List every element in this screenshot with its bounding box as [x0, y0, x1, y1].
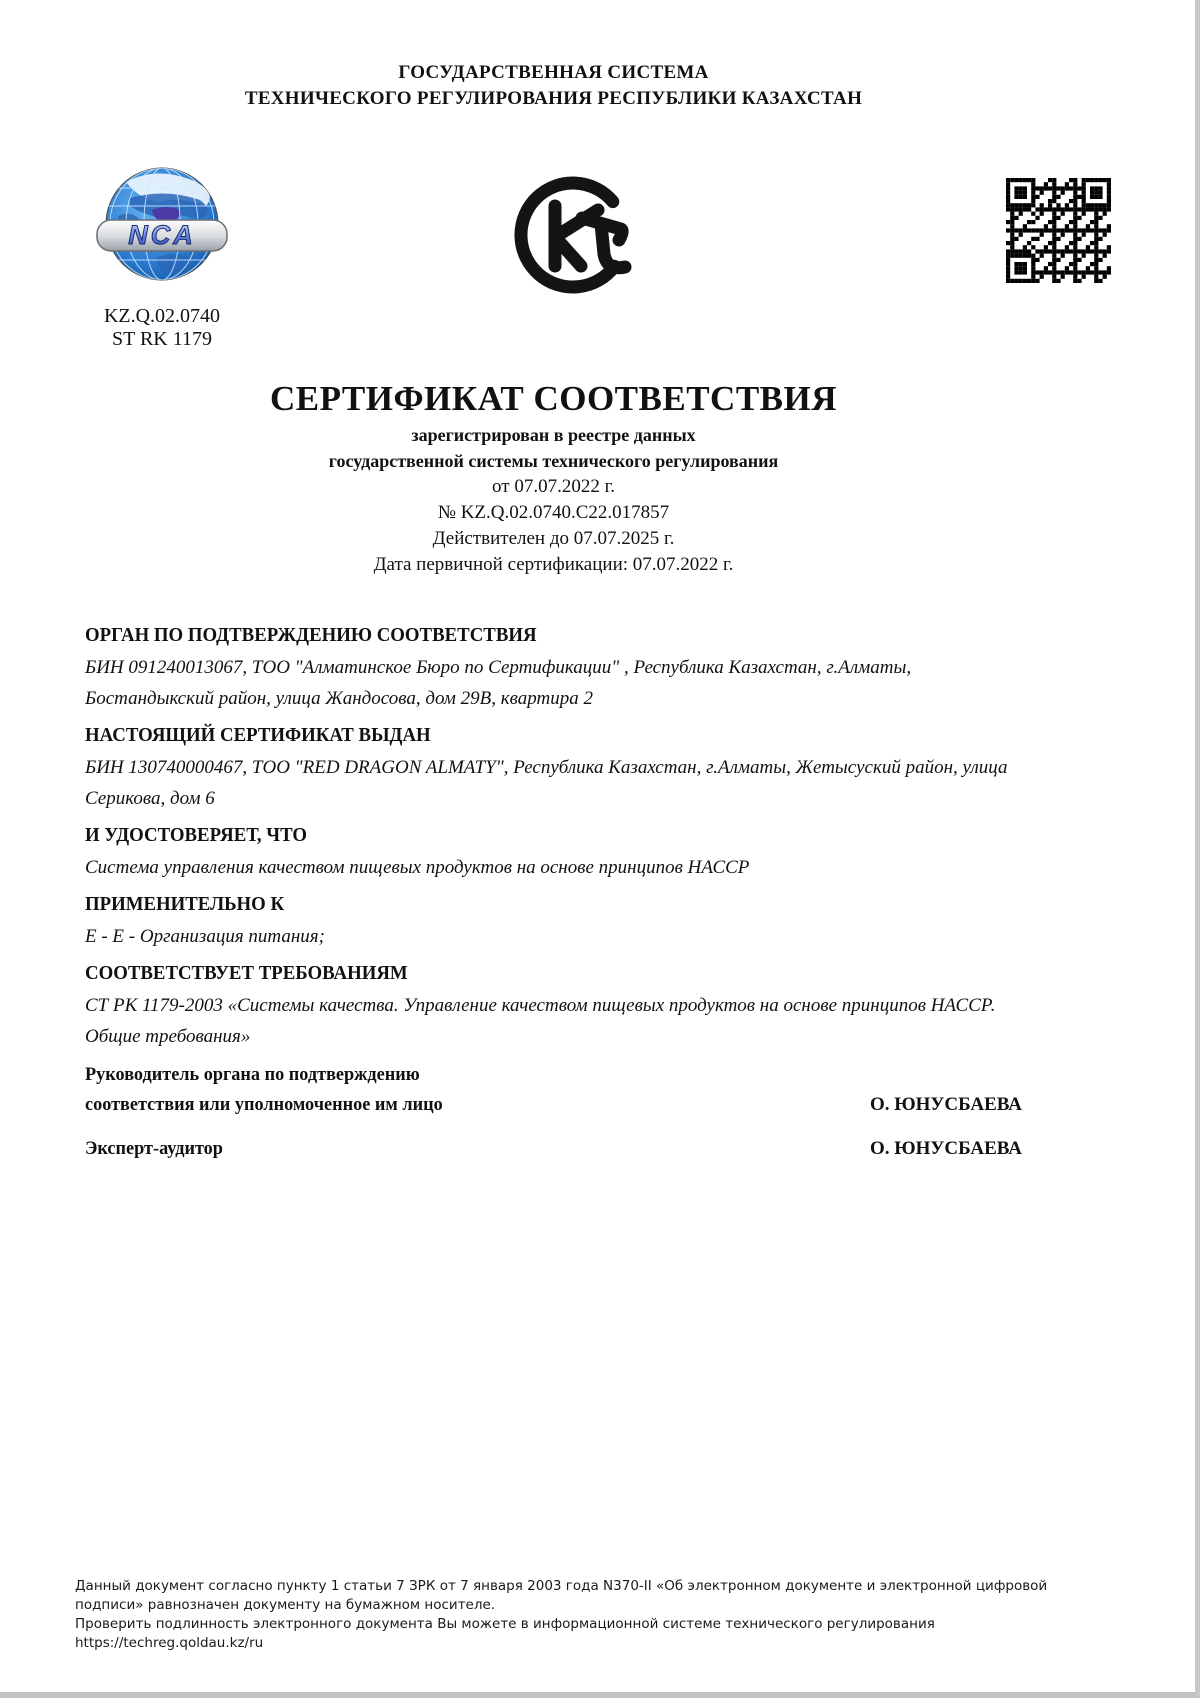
legal-footer [75, 1577, 1135, 1653]
section-heading: И УДОСТОВЕРЯЕТ, ЧТО [85, 824, 308, 846]
section-body: Система управления качеством пищевых продуктов на основе принципов НАССР [85, 857, 750, 878]
footer-line-2: подписи» равнозначен документу на бумажном носителе. [75, 1597, 496, 1613]
verification-url[interactable]: https://techreg.qoldau.kz/ru [75, 1635, 264, 1651]
standard-code: ST RK 1179 [111, 328, 213, 350]
kt-conformity-mark-icon [508, 170, 640, 307]
footer-line-1: Данный документ согласно пункту 1 статьи 7 ЗРК от 7 января 2003 года N370-II «Об электронном документе и электронной цифровой [75, 1578, 1048, 1594]
section-heading: НАСТОЯЩИЙ СЕРТИФИКАТ ВЫДАН [85, 724, 431, 746]
nca-block [87, 162, 237, 351]
accreditation-codes [87, 305, 237, 351]
section-body: Е - Е - Организация питания; [85, 926, 325, 947]
footer-line-3: Проверить подлинность электронного документа Вы можете в информационной системе технического регулирования [75, 1616, 935, 1632]
section-heading: ПРИМЕНИТЕЛЬНО К [85, 893, 285, 915]
registration-code: KZ.Q.02.0740 [103, 305, 221, 327]
issue-date: от 07.07.2022 г. [492, 476, 615, 497]
signatures-block [85, 1060, 1022, 1164]
certificate-number: № KZ.Q.02.0740.C22.017857 [437, 502, 670, 523]
section-heading: ОРГАН ПО ПОДТВЕРЖДЕНИЮ СООТВЕТСТВИЯ [85, 624, 537, 646]
head-signature-label-line1: Руководитель органа по подтверждению [85, 1064, 420, 1085]
section-complies-with [85, 960, 1022, 1052]
section-body: БИН 130740000467, ТОО "RED DRAGON ALMATY", Республика Казахстан, г.Алматы, Жетысуский район, улица Серикова, дом 6 [85, 757, 1008, 809]
first-certification-date: Дата первичной сертификации: 07.07.2022 г. [373, 554, 734, 575]
certificate-sections [85, 622, 1022, 1052]
document-header [85, 60, 1022, 112]
auditor-signature-label: Эксперт-аудитор [85, 1138, 223, 1159]
auditor-signature-name: О. ЮНУСБАЕВА [869, 1138, 1022, 1159]
head-signature-row [85, 1090, 1022, 1120]
section-issued-to [85, 722, 1022, 814]
title-block [85, 376, 1022, 578]
section-applicable-to [85, 891, 1022, 952]
header-line-2: ТЕХНИЧЕСКОГО РЕГУЛИРОВАНИЯ РЕСПУБЛИКИ КАЗАХСТАН [244, 88, 863, 109]
header-line-1: ГОСУДАРСТВЕННАЯ СИСТЕМА [398, 62, 709, 83]
qr-code-icon [1006, 178, 1111, 283]
section-certification-body [85, 622, 1022, 714]
registered-line-2: государственной системы технического регулирования [328, 451, 779, 471]
section-certifies-that [85, 822, 1022, 883]
section-heading: СООТВЕТСТВУЕТ ТРЕБОВАНИЯМ [85, 962, 408, 984]
nca-globe-logo-icon [96, 220, 228, 298]
registered-line-1: зарегистрирован в реестре данных [411, 425, 696, 445]
section-body: СТ РК 1179-2003 «Системы качества. Управление качеством пищевых продуктов на основе принципов НАССР. Общие требования» [85, 995, 996, 1047]
auditor-signature-row [85, 1134, 1022, 1164]
certificate-title: СЕРТИФИКАТ СООТВЕТСТВИЯ [269, 379, 838, 418]
head-signature-name: О. ЮНУСБАЕВА [869, 1094, 1022, 1115]
valid-until: Действителен до 07.07.2025 г. [432, 528, 675, 549]
svg-text:NCA: NCA [128, 220, 196, 250]
head-signature-label-line2: соответствия или уполномоченное им лицо [85, 1094, 443, 1115]
logo-row [85, 112, 1022, 350]
section-body: БИН 091240013067, ТОО "Алматинское Бюро по Сертификации" , Республика Казахстан, г.Алматы, Бостандыкский район, улица Жандосова, дом 29В, квартира 2 [85, 657, 912, 709]
